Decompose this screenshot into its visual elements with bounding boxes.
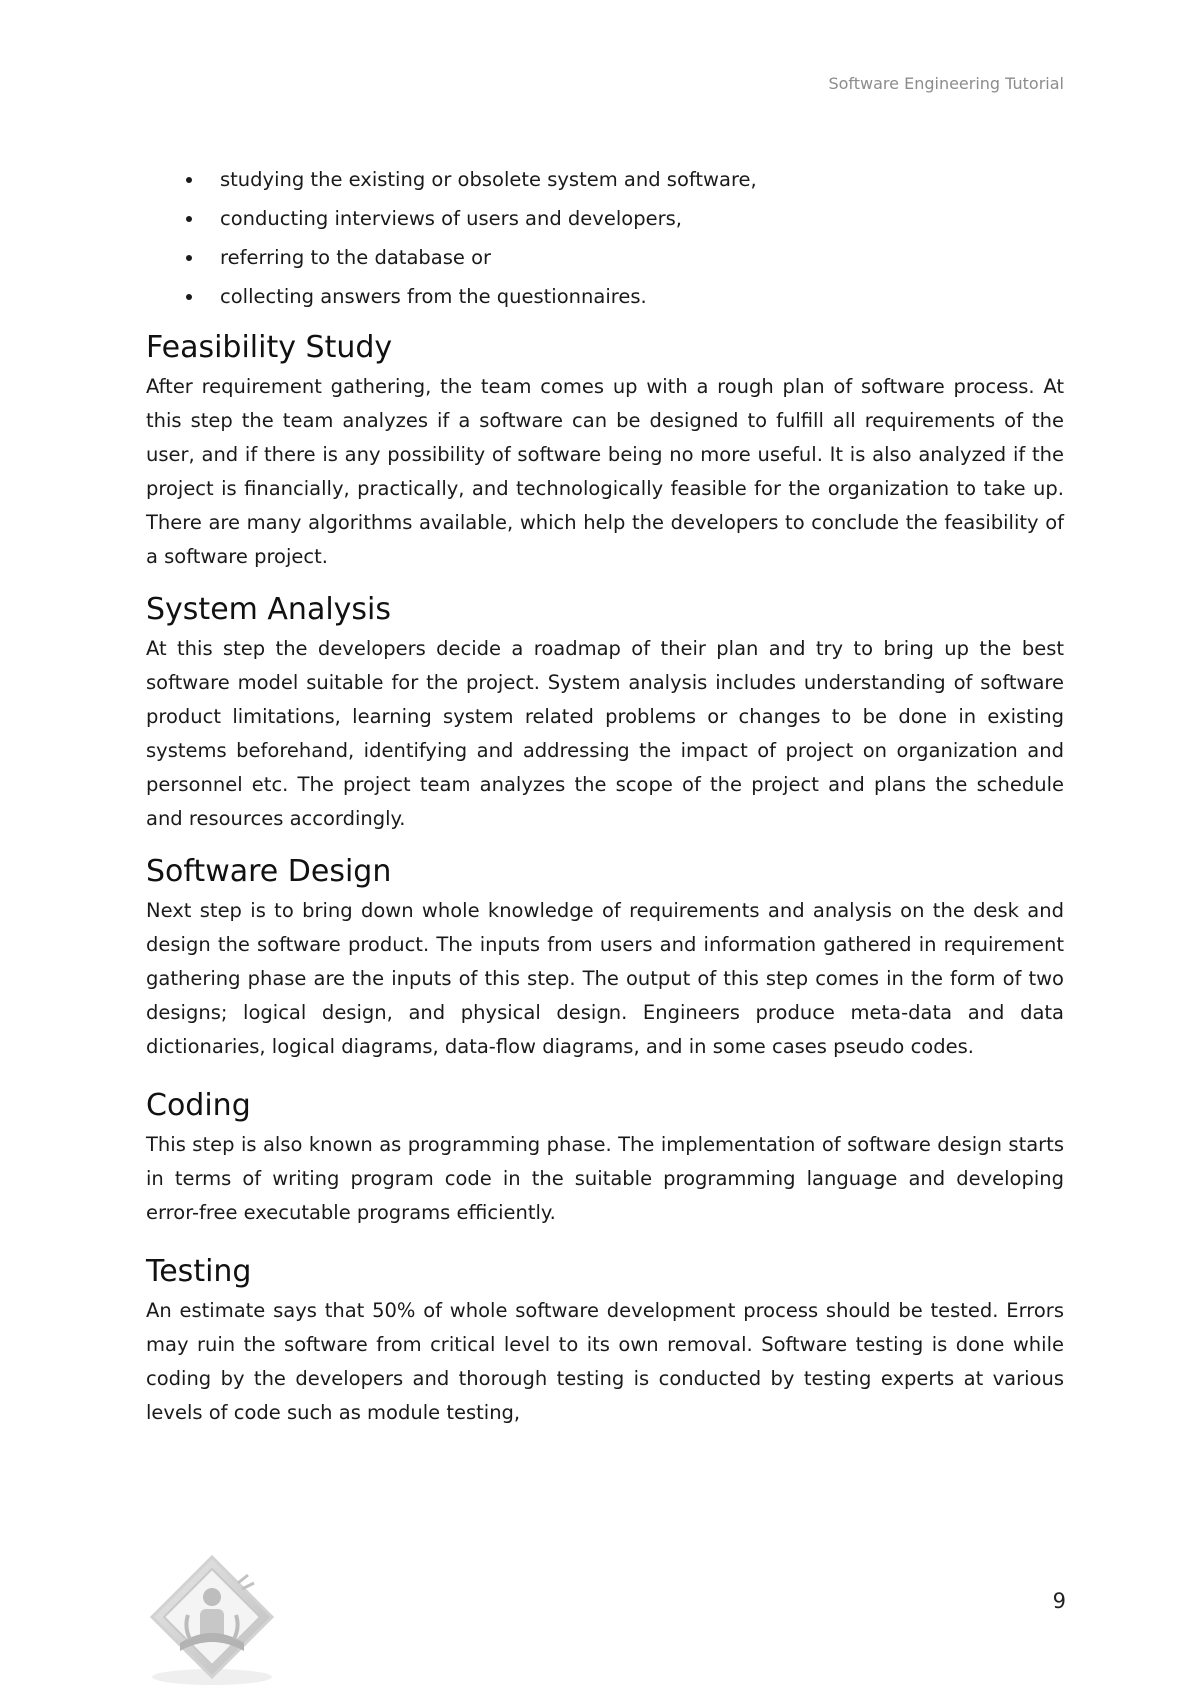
list-item (146, 238, 1064, 277)
list-item-text: conducting interviews of users and developers, (220, 207, 682, 230)
section-heading: Feasibility Study (146, 330, 393, 365)
tutorialspoint-logo-icon (144, 1553, 284, 1688)
list-item (146, 199, 1064, 238)
section-software-design (146, 852, 1064, 1064)
section-feasibility-study (146, 328, 1064, 574)
bullet-icon (186, 294, 192, 300)
section-coding (146, 1086, 1064, 1230)
list-item (146, 160, 1064, 199)
section-heading: Testing (146, 1254, 252, 1289)
section-heading: System Analysis (146, 592, 392, 627)
section-heading: Software Design (146, 854, 392, 889)
section-body: After requirement gathering, the team comes up with a rough plan of software process. At this step the team analyzes if a software can be designed to fulfill all requirements of the user, and if there is any possibility of software being no more useful. It is also analyzed if the project is financially, practically, and technologically feasible for the organization to take up. There are many algorithms available, which help the developers to conclude the feasibility of a software project. (146, 375, 1064, 568)
page-header-title: Software Engineering Tutorial (828, 74, 1064, 93)
page-number: 9 (1052, 1589, 1066, 1613)
list-item-text: studying the existing or obsolete system and software, (220, 168, 757, 191)
list-item (146, 277, 1064, 316)
section-body: An estimate says that 50% of whole software development process should be tested. Errors may ruin the software from critical level to its own removal. Software testing is done while coding by the developers and thorough testing is conducted by testing experts at various levels of code such as module testing, (146, 1299, 1064, 1424)
section-body: This step is also known as programming phase. The implementation of software design starts in terms of writing program code in the suitable programming language and developing error-free executable programs efficiently. (146, 1133, 1064, 1224)
section-testing (146, 1252, 1064, 1430)
list-item-text: referring to the database or (220, 246, 492, 269)
bullet-icon (186, 216, 192, 222)
bullet-icon (186, 177, 192, 183)
section-body: At this step the developers decide a roadmap of their plan and try to bring up the best software model suitable for the project. System analysis includes understanding of software product limitations, learning system related problems or changes to be done in existing systems beforehand, identifying and addressing the impact of project on organization and personnel etc. The project team analyzes the scope of the project and plans the schedule and resources accordingly. (146, 637, 1064, 830)
page-content (146, 160, 1064, 1430)
section-system-analysis (146, 590, 1064, 836)
section-body: Next step is to bring down whole knowledge of requirements and analysis on the desk and design the software product. The inputs from users and information gathered in requirement gathering phase are the inputs of this step. The output of this step comes in the form of two designs; logical design, and physical design. Engineers produce meta-data and data dictionaries, logical diagrams, data-flow diagrams, and in some cases pseudo codes. (146, 899, 1064, 1058)
list-item-text: collecting answers from the questionnaires. (220, 285, 647, 308)
section-heading: Coding (146, 1088, 251, 1123)
bullet-list (146, 160, 1064, 316)
bullet-icon (186, 255, 192, 261)
